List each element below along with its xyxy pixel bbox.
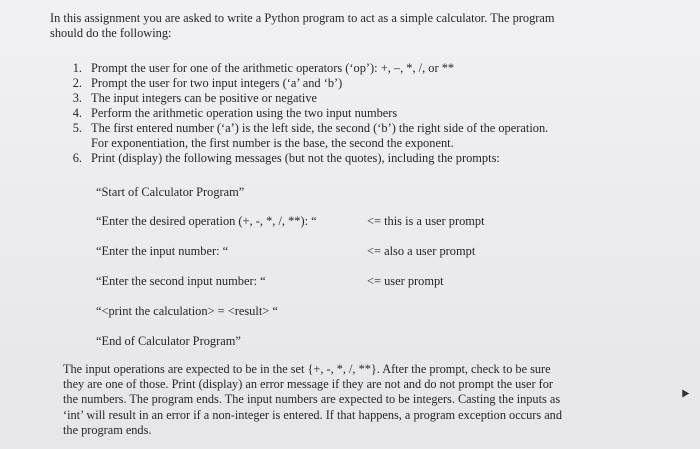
intro-line: In this assignment you are asked to write a Python program to act as a simple calculator. The program [50, 11, 555, 25]
prompt-input-number: “Enter the input number: “ [96, 244, 229, 258]
step-number: 3. [72, 91, 82, 105]
prompt-start: “Start of Calculator Program” [96, 185, 245, 199]
step-text: Perform the arithmetic operation using the two input numbers [91, 106, 398, 120]
intro-line: should do the following: [50, 26, 172, 40]
step-number: 5. [72, 121, 82, 135]
step-text: Prompt the user for two input integers (‘a’ and ‘b’) [91, 76, 343, 90]
intro-paragraph [50, 11, 555, 41]
mouse-pointer-icon [679, 387, 689, 397]
step-text: The input integers can be positive or negative [91, 91, 318, 105]
prompt-operation: “Enter the desired operation (+, -, *, /, **): “ [96, 214, 317, 228]
closing-line: they are one of those. Print (display) an error message if they are not and do not prompt the user for [63, 377, 554, 392]
step-number: 2. [72, 76, 82, 90]
prompt-note: <= also a user prompt [367, 244, 476, 258]
step-text: The first entered number (‘a’) is the left side, the second (‘b’) the right side of the operation. [91, 121, 549, 135]
prompt-second-number: “Enter the second input number: “ [96, 274, 266, 288]
step-number: 6. [72, 151, 82, 165]
closing-line: the program ends. [63, 422, 152, 437]
step-text: For exponentiation, the first number is the base, the second the exponent. [91, 136, 454, 150]
prompt-note: <= this is a user prompt [367, 214, 485, 228]
prompt-calculation: “<print the calculation> = <result> “ [96, 304, 278, 318]
closing-paragraph [63, 362, 562, 438]
closing-line: ‘int’ will result in an error if a non-integer is entered. If that happens, a program exception occurs and [63, 407, 562, 422]
step-text: Prompt the user for one of the arithmetic operators (‘op’): +, –, *, /, or ** [91, 61, 455, 75]
prompt-end: “End of Calculator Program” [96, 334, 241, 348]
prompt-note: <= user prompt [367, 274, 444, 288]
closing-line: the numbers. The program ends. The input numbers are expected to be integers. Casting the inputs as [63, 392, 561, 407]
step-number: 1. [72, 61, 82, 75]
step-text: Print (display) the following messages (but not the quotes), including the prompts: [91, 151, 500, 165]
closing-line: The input operations are expected to be in the set {+, -, *, /, **}. After the prompt, check to be sure [63, 362, 551, 376]
step-number: 4. [72, 106, 82, 120]
